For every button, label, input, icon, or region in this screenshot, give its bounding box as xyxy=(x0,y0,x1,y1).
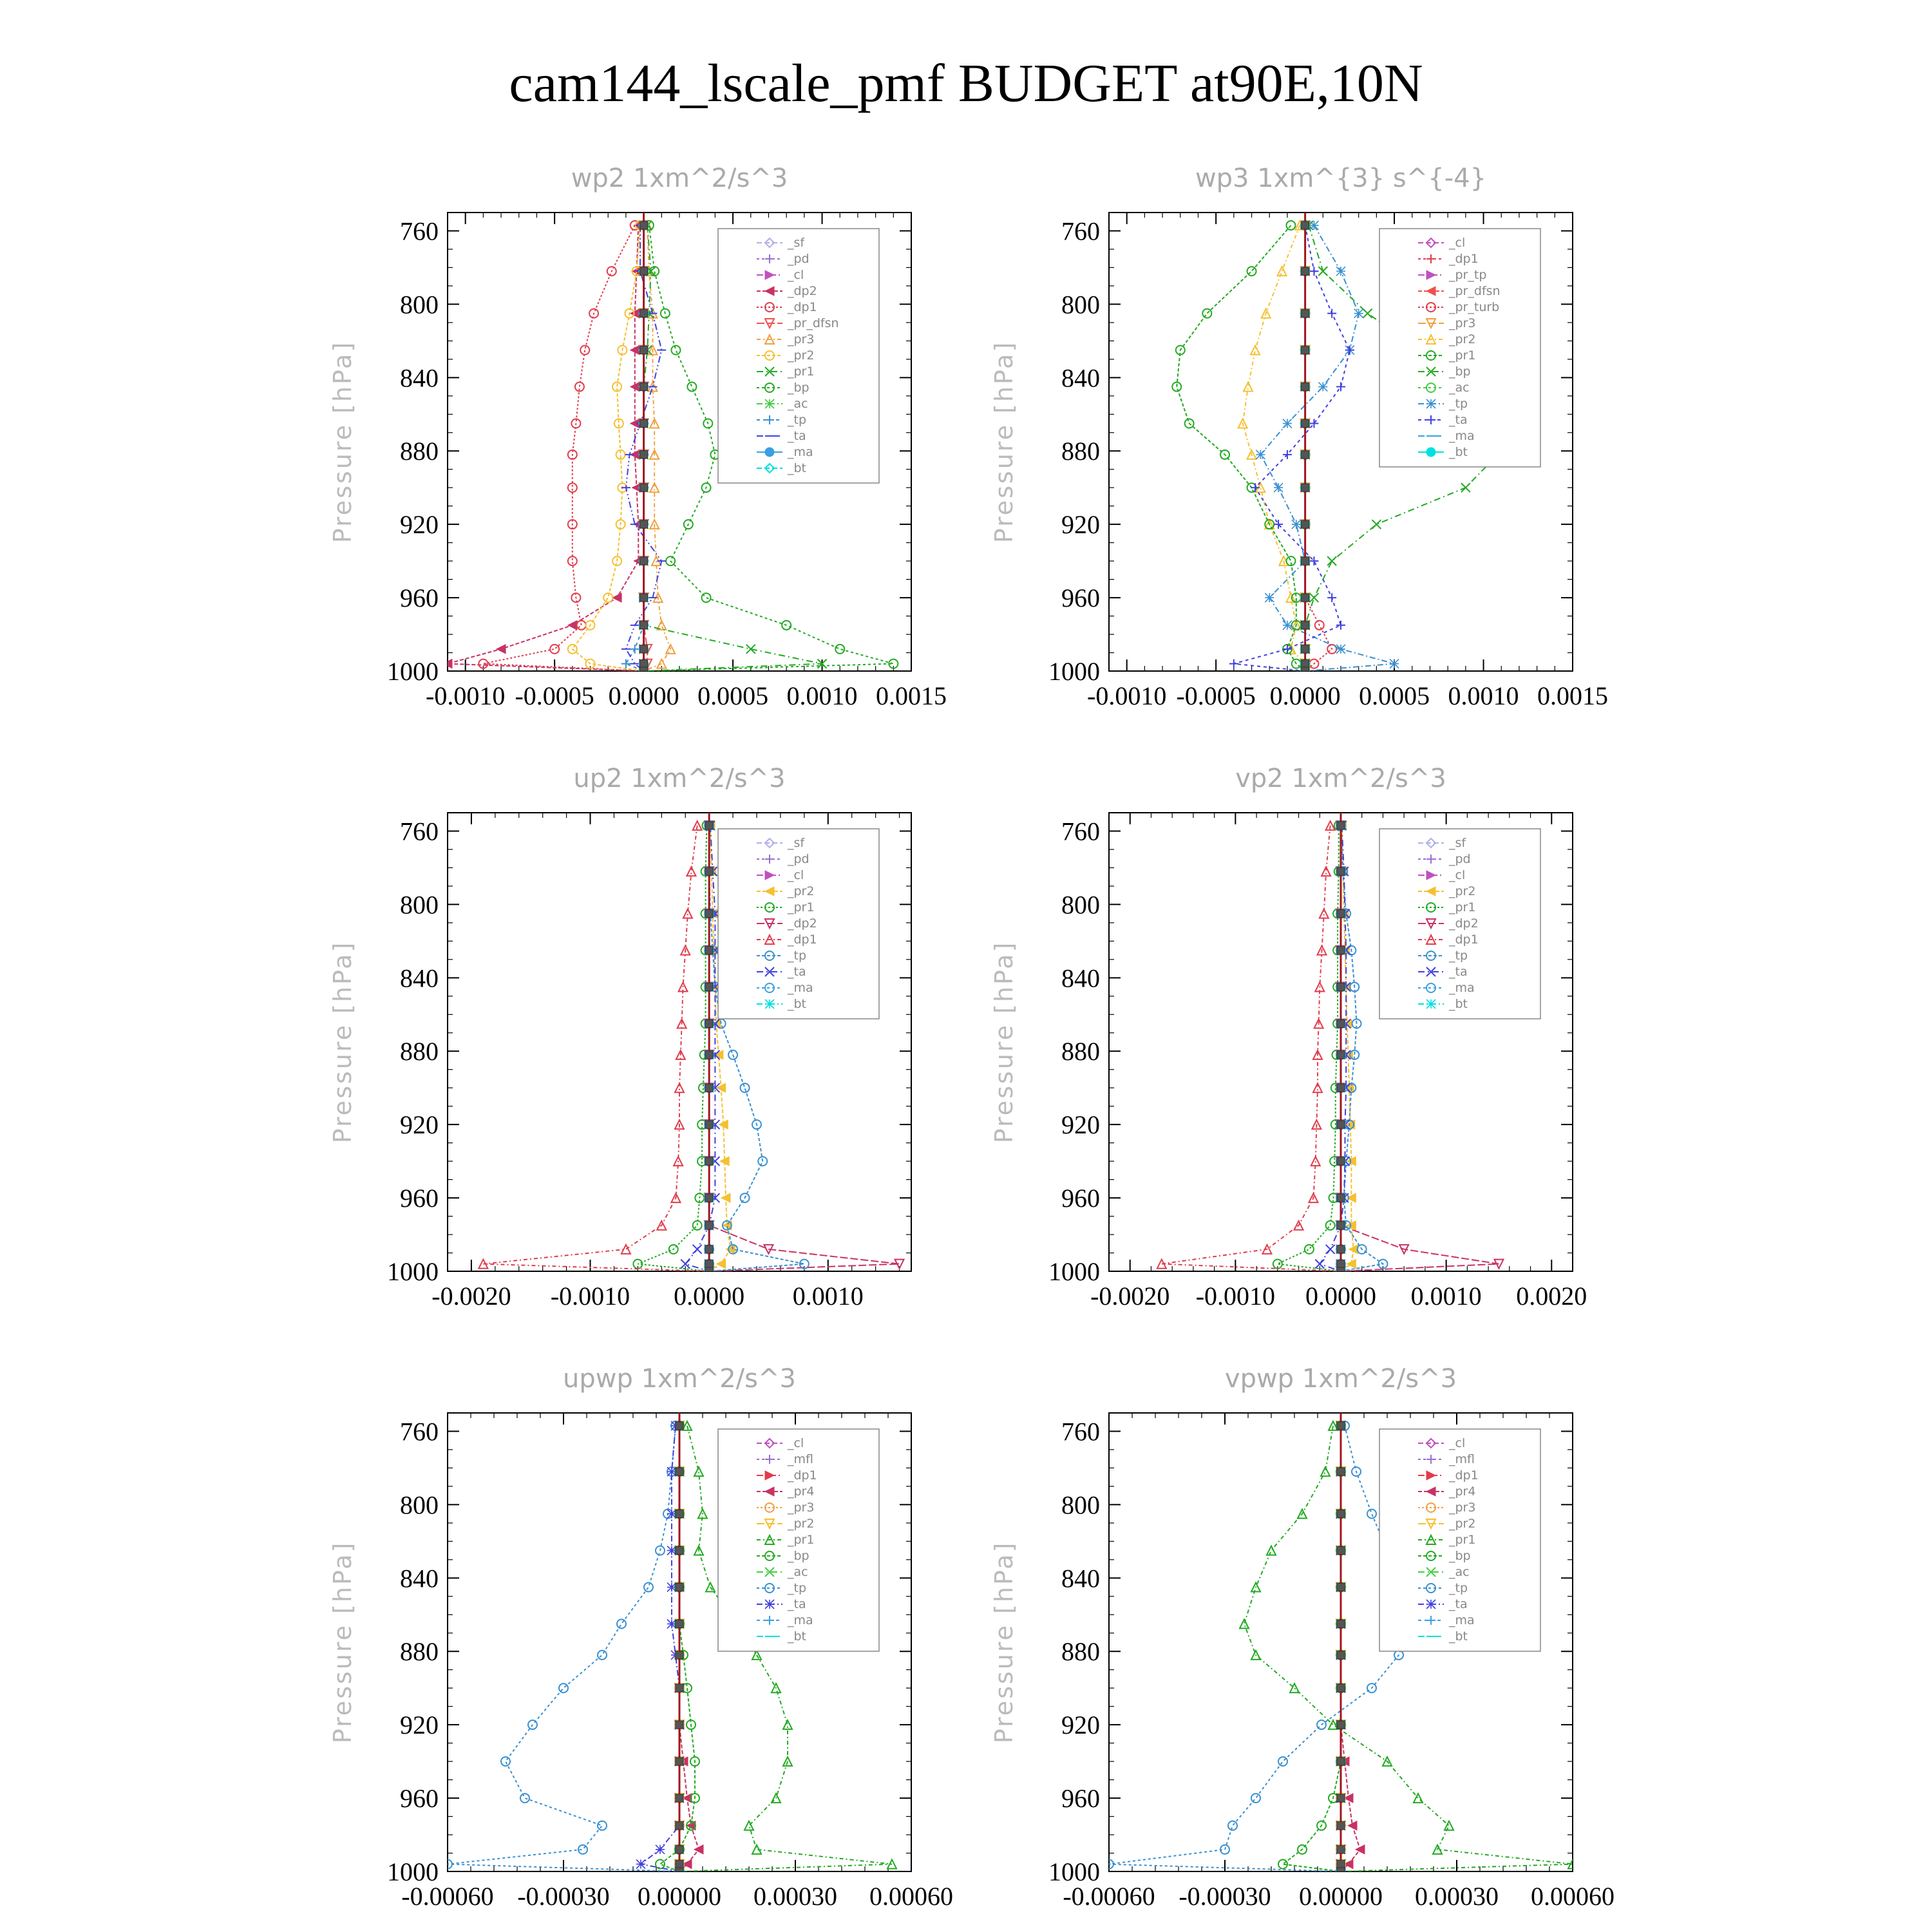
bt-marker xyxy=(676,1822,683,1830)
legend-label: _bt xyxy=(1449,997,1468,1011)
bt-marker xyxy=(676,1794,683,1802)
legend-label: _mfl xyxy=(1449,1452,1475,1466)
legend-label: _ma xyxy=(1449,981,1475,995)
legend-label: _dp1 xyxy=(788,1468,817,1482)
y-tick-label: 1000 xyxy=(387,1257,439,1286)
legend-label: _pr3 xyxy=(788,332,815,346)
bt-marker xyxy=(640,594,648,601)
x-tick-label: 0.0015 xyxy=(1537,681,1608,710)
legend-label: _pr1 xyxy=(1449,900,1476,914)
legend xyxy=(718,229,879,483)
chart-panel xyxy=(328,164,947,710)
bt-marker xyxy=(676,1684,683,1692)
legend-label: _ma xyxy=(788,445,813,459)
y-axis-label: Pressure [hPa] xyxy=(328,340,357,544)
y-tick-label: 880 xyxy=(1061,1037,1100,1066)
bt-marker xyxy=(676,1868,683,1875)
legend-label: _pr4 xyxy=(1449,1484,1476,1499)
x-tick-label: 0.00030 xyxy=(753,1882,837,1911)
y-tick-label: 760 xyxy=(400,1417,439,1446)
x-tick-label: -0.0020 xyxy=(1090,1282,1170,1311)
legend-marker xyxy=(1426,399,1435,408)
bt-marker xyxy=(1302,451,1309,459)
y-tick-label: 800 xyxy=(400,290,439,319)
bt-marker xyxy=(1337,1547,1345,1555)
y-tick-label: 840 xyxy=(400,963,439,993)
legend-label: _ma xyxy=(788,1613,813,1627)
y-tick-label: 1000 xyxy=(387,1857,439,1886)
x-tick-label: 0.0000 xyxy=(1269,681,1341,710)
bt-marker xyxy=(676,1846,683,1853)
bt-marker xyxy=(1337,1846,1345,1853)
legend-label: _pr2 xyxy=(788,884,815,898)
bt-marker xyxy=(705,1157,713,1165)
y-tick-label: 960 xyxy=(1061,1784,1100,1814)
legend-label: _bp xyxy=(788,381,810,395)
legend-label: _sf xyxy=(788,236,805,250)
y-axis-label: Pressure [hPa] xyxy=(328,940,357,1144)
legend-label: _pd xyxy=(788,852,810,866)
bt-marker xyxy=(640,310,648,317)
legend-label: _pr_tp xyxy=(1449,268,1487,282)
y-tick-label: 1000 xyxy=(387,657,439,686)
legend-label: _sf xyxy=(1449,836,1466,850)
x-tick-label: 0.0020 xyxy=(1516,1282,1587,1311)
bt-marker xyxy=(1337,1757,1345,1765)
bt-marker xyxy=(1302,520,1309,528)
legend-label: _bp xyxy=(788,1549,810,1563)
bt-marker xyxy=(1337,1684,1345,1692)
data-point xyxy=(667,1510,676,1519)
bt-marker xyxy=(1302,484,1309,491)
legend-label: _ac xyxy=(1449,1565,1470,1579)
x-tick-label: -0.0005 xyxy=(515,681,594,710)
legend-label: _ta xyxy=(788,429,806,443)
bt-marker xyxy=(640,660,648,668)
legend-label: _sf xyxy=(788,836,805,850)
bt-marker xyxy=(1337,1157,1345,1165)
bt-marker xyxy=(1337,1422,1345,1430)
bt-marker xyxy=(640,383,648,391)
y-axis-label: Pressure [hPa] xyxy=(328,1540,357,1744)
bt-marker xyxy=(1302,420,1309,428)
y-tick-label: 1000 xyxy=(1048,1257,1100,1286)
bt-marker xyxy=(1337,1222,1345,1229)
bt-marker xyxy=(1337,1584,1345,1591)
bt-marker xyxy=(1337,983,1345,991)
y-tick-label: 800 xyxy=(400,890,439,920)
legend xyxy=(718,829,879,1019)
y-tick-label: 840 xyxy=(1061,1564,1100,1593)
bt-marker xyxy=(1302,557,1309,565)
bt-marker xyxy=(676,1547,683,1555)
legend-label: _pr2 xyxy=(788,1517,815,1531)
legend-label: _tp xyxy=(788,413,807,427)
legend-label: _bt xyxy=(788,461,807,475)
bt-marker xyxy=(676,1468,683,1475)
bt-marker xyxy=(1337,1194,1345,1202)
legend-label: _dp1 xyxy=(1449,933,1479,947)
bt-marker xyxy=(705,1051,713,1059)
chart-panel xyxy=(328,764,911,1311)
x-tick-label: 0.0010 xyxy=(1410,1282,1482,1311)
y-tick-label: 800 xyxy=(1061,290,1100,319)
bt-marker xyxy=(1302,346,1309,354)
bt-marker xyxy=(1337,1868,1345,1875)
x-tick-label: -0.00030 xyxy=(1179,1882,1271,1911)
y-tick-label: 840 xyxy=(400,363,439,393)
bt-marker xyxy=(705,1121,713,1128)
data-point xyxy=(1274,483,1283,492)
bt-marker xyxy=(640,222,648,229)
bt-marker xyxy=(640,484,648,491)
bt-marker xyxy=(640,420,648,428)
legend-label: _pr1 xyxy=(788,1533,815,1547)
x-tick-label: 0.00030 xyxy=(1415,1882,1499,1911)
legend-label: _mfl xyxy=(788,1452,813,1466)
y-tick-label: 880 xyxy=(1061,1637,1100,1667)
data-point xyxy=(1390,659,1399,668)
legend-label: _ma xyxy=(788,981,813,995)
y-tick-label: 920 xyxy=(400,1710,439,1740)
data-point xyxy=(667,1546,676,1555)
y-tick-label: 760 xyxy=(1061,817,1100,846)
x-tick-label: 0.00060 xyxy=(1531,1882,1615,1911)
legend-label: _pr2 xyxy=(1449,884,1476,898)
panel-title: wp3 1xm^{3} s^{-4} xyxy=(1195,164,1487,193)
y-tick-label: 840 xyxy=(1061,963,1100,993)
x-tick-label: -0.00060 xyxy=(1063,1882,1155,1911)
x-tick-label: 0.00000 xyxy=(638,1882,721,1911)
bt-marker xyxy=(1337,822,1345,829)
bt-marker xyxy=(1302,267,1309,275)
legend-label: _bp xyxy=(1449,365,1471,379)
chart-panel xyxy=(990,764,1587,1311)
bt-marker xyxy=(1302,310,1309,317)
bt-marker xyxy=(1337,1861,1345,1868)
legend-label: _pd xyxy=(1449,852,1471,866)
legend-label: _ac xyxy=(788,397,808,411)
bt-marker xyxy=(705,1260,713,1268)
x-tick-label: 0.00000 xyxy=(1299,1882,1383,1911)
y-tick-label: 840 xyxy=(400,1564,439,1593)
panel-title: vpwp 1xm^2/s^3 xyxy=(1224,1364,1457,1394)
legend-label: _dp1 xyxy=(788,300,817,314)
legend-label: _cl xyxy=(788,1436,804,1450)
data-point xyxy=(1265,593,1274,602)
bt-marker xyxy=(1337,1245,1345,1253)
y-tick-label: 760 xyxy=(1061,1417,1100,1446)
legend-label: _tp xyxy=(788,1581,807,1595)
bt-marker xyxy=(640,621,648,629)
legend-label: _ma xyxy=(1449,1613,1475,1627)
data-point xyxy=(1256,450,1265,459)
legend-label: _ma xyxy=(1449,429,1475,443)
bt-marker xyxy=(1337,1721,1345,1728)
x-tick-label: 0.0005 xyxy=(697,681,769,710)
bt-marker xyxy=(705,1222,713,1229)
y-tick-label: 760 xyxy=(400,817,439,846)
x-tick-label: 0.0000 xyxy=(608,681,679,710)
legend-label: _pr4 xyxy=(788,1484,815,1499)
bt-marker xyxy=(1337,867,1345,875)
x-tick-label: 0.0010 xyxy=(786,681,858,710)
bt-marker xyxy=(676,1861,683,1868)
x-tick-label: -0.00060 xyxy=(401,1882,494,1911)
bt-marker xyxy=(1302,383,1309,391)
bt-marker xyxy=(1337,1267,1345,1275)
legend-label: _pd xyxy=(788,252,810,266)
data-point xyxy=(1292,520,1301,529)
bt-marker xyxy=(640,451,648,459)
legend-label: _cl xyxy=(1449,1436,1466,1450)
bt-marker xyxy=(1302,594,1309,601)
legend-label: _cl xyxy=(1449,868,1466,882)
bt-marker xyxy=(676,1510,683,1518)
legend-label: _dp2 xyxy=(788,284,817,298)
bt-marker xyxy=(1337,1260,1345,1268)
bt-marker xyxy=(640,557,648,565)
y-axis-label: Pressure [hPa] xyxy=(990,1540,1018,1744)
bt-marker xyxy=(1302,621,1309,629)
bt-marker xyxy=(640,645,648,653)
bt-marker xyxy=(705,1245,713,1253)
legend-marker xyxy=(1426,999,1435,1009)
data-point xyxy=(1336,267,1345,276)
legend-label: _pr_dfsn xyxy=(1449,284,1501,298)
data-point xyxy=(667,1583,676,1592)
y-tick-label: 960 xyxy=(1061,583,1100,613)
x-tick-label: -0.0010 xyxy=(1195,1282,1276,1311)
legend-label: _pr1 xyxy=(788,365,815,379)
bt-marker xyxy=(705,947,713,954)
x-tick-label: 0.0010 xyxy=(1448,681,1519,710)
y-tick-label: 960 xyxy=(400,583,439,613)
legend xyxy=(1379,1429,1540,1651)
y-tick-label: 760 xyxy=(1061,216,1100,246)
bt-marker xyxy=(676,1757,683,1765)
legend-label: _tp xyxy=(788,949,807,963)
y-tick-label: 920 xyxy=(400,510,439,540)
bt-marker xyxy=(1337,910,1345,918)
legend-label: _dp1 xyxy=(788,933,817,947)
legend-label: _pr1 xyxy=(1449,1533,1476,1547)
bt-marker xyxy=(1337,1794,1345,1802)
legend-label: _tp xyxy=(1449,1581,1468,1595)
y-tick-label: 800 xyxy=(1061,1490,1100,1520)
y-tick-label: 840 xyxy=(1061,363,1100,393)
legend-label: _dp1 xyxy=(1449,252,1479,266)
legend-marker xyxy=(765,999,774,1009)
data-point xyxy=(1336,645,1345,654)
y-tick-label: 800 xyxy=(1061,890,1100,920)
x-tick-label: 0.0000 xyxy=(674,1282,745,1311)
bt-marker xyxy=(705,867,713,875)
x-tick-label: -0.0005 xyxy=(1176,681,1256,710)
legend-label: _pr2 xyxy=(788,348,815,363)
legend xyxy=(1379,829,1540,1019)
legend-label: _dp2 xyxy=(788,916,817,931)
panel-title: upwp 1xm^2/s^3 xyxy=(563,1364,796,1394)
legend-label: _pr1 xyxy=(788,900,815,914)
legend-label: _ac xyxy=(788,1565,808,1579)
data-point xyxy=(1318,383,1327,392)
legend-label: _bp xyxy=(1449,1549,1471,1563)
y-tick-label: 880 xyxy=(1061,437,1100,466)
legend-label: _pr3 xyxy=(788,1501,815,1515)
legend-label: _dp2 xyxy=(1449,916,1479,931)
chart-panel xyxy=(990,1364,1615,1911)
bt-marker xyxy=(676,1620,683,1628)
x-tick-label: 0.0010 xyxy=(792,1282,864,1311)
legend-label: _cl xyxy=(788,868,804,882)
bt-marker xyxy=(705,983,713,991)
legend-label: _ta xyxy=(1449,965,1468,979)
y-tick-label: 1000 xyxy=(1048,1857,1100,1886)
bt-marker xyxy=(676,1651,683,1659)
legend-marker xyxy=(765,399,774,408)
bt-marker xyxy=(1337,1051,1345,1059)
y-tick-label: 1000 xyxy=(1048,657,1100,686)
data-point xyxy=(1283,621,1292,630)
legend-label: _bt xyxy=(788,997,807,1011)
bt-marker xyxy=(1337,1651,1345,1659)
bt-marker xyxy=(640,667,648,675)
bt-marker xyxy=(1337,1121,1345,1128)
y-axis-label: Pressure [hPa] xyxy=(990,340,1018,544)
bt-marker xyxy=(705,1084,713,1092)
legend-label: _ta xyxy=(1449,413,1468,427)
legend-label: _dp1 xyxy=(1449,1468,1479,1482)
legend-label: _pr2 xyxy=(1449,1517,1476,1531)
y-tick-label: 880 xyxy=(400,437,439,466)
bt-marker xyxy=(705,1020,713,1028)
x-tick-label: 0.00060 xyxy=(869,1882,953,1911)
y-tick-label: 760 xyxy=(400,216,439,246)
x-tick-label: 0.0000 xyxy=(1305,1282,1376,1311)
legend-marker xyxy=(1426,1600,1435,1609)
chart-panel xyxy=(328,1364,953,1911)
data-point xyxy=(667,1620,676,1629)
data-point xyxy=(1283,419,1292,428)
legend xyxy=(718,1429,879,1651)
legend-label: _cl xyxy=(1449,236,1466,250)
legend xyxy=(1379,229,1540,467)
legend-label: _cl xyxy=(788,268,804,282)
y-tick-label: 960 xyxy=(400,1184,439,1213)
figure-title: cam144_lscale_pmf BUDGET at90E,10N xyxy=(509,53,1423,113)
data-point xyxy=(636,1860,645,1869)
legend-label: _pr_dfsn xyxy=(788,316,839,330)
y-tick-label: 880 xyxy=(400,1037,439,1066)
x-tick-label: 0.0015 xyxy=(876,681,947,710)
x-tick-label: -0.0020 xyxy=(431,1282,511,1311)
legend-label: _tp xyxy=(1449,949,1468,963)
panel-title: up2 1xm^2/s^3 xyxy=(573,764,786,793)
bt-marker xyxy=(1337,1084,1345,1092)
legend-label: _ta xyxy=(788,965,806,979)
y-tick-label: 920 xyxy=(1061,1710,1100,1740)
y-tick-label: 920 xyxy=(400,1110,439,1140)
bt-marker xyxy=(1337,1620,1345,1628)
bt-marker xyxy=(705,822,713,829)
x-tick-label: -0.0010 xyxy=(1087,681,1167,710)
legend-marker xyxy=(1426,448,1435,457)
data-point xyxy=(1309,221,1318,230)
legend-label: _bt xyxy=(788,1629,807,1643)
bt-marker xyxy=(1302,222,1309,229)
bt-marker xyxy=(640,520,648,528)
bt-marker xyxy=(705,1267,713,1275)
panel-title: vp2 1xm^2/s^3 xyxy=(1235,764,1446,793)
bt-marker xyxy=(705,910,713,918)
y-tick-label: 920 xyxy=(1061,1110,1100,1140)
y-tick-label: 880 xyxy=(400,1637,439,1667)
x-tick-label: -0.0010 xyxy=(550,1282,630,1311)
legend-marker xyxy=(765,448,774,457)
chart-panel xyxy=(990,164,1608,710)
legend-label: _pr3 xyxy=(1449,1501,1476,1515)
legend-label: _bt xyxy=(1449,445,1468,459)
legend-label: _ta xyxy=(1449,1597,1468,1611)
bt-marker xyxy=(1337,1510,1345,1518)
legend-label: _tp xyxy=(1449,397,1468,411)
x-tick-label: -0.0010 xyxy=(426,681,506,710)
y-tick-label: 960 xyxy=(400,1784,439,1814)
bt-marker xyxy=(1337,1468,1345,1475)
data-point xyxy=(1354,309,1363,318)
panel-title: wp2 1xm^2/s^3 xyxy=(571,164,788,193)
legend-label: _pr2 xyxy=(1449,332,1476,346)
bt-marker xyxy=(705,1194,713,1202)
y-axis-label: Pressure [hPa] xyxy=(990,940,1018,1144)
bt-marker xyxy=(640,346,648,354)
y-tick-label: 920 xyxy=(1061,510,1100,540)
legend-label: _pr1 xyxy=(1449,348,1476,363)
data-point xyxy=(656,1845,665,1854)
bt-marker xyxy=(640,267,648,275)
y-tick-label: 960 xyxy=(1061,1184,1100,1213)
legend-label: _ac xyxy=(1449,381,1470,395)
legend-label: _pr_turb xyxy=(1449,300,1500,314)
bt-marker xyxy=(1337,1822,1345,1830)
data-point xyxy=(667,1467,676,1476)
legend-label: _bt xyxy=(1449,1629,1468,1643)
x-tick-label: -0.00030 xyxy=(517,1882,610,1911)
legend-label: _ta xyxy=(788,1597,806,1611)
bt-marker xyxy=(1337,947,1345,954)
bt-marker xyxy=(676,1422,683,1430)
bt-marker xyxy=(1302,660,1309,668)
bt-marker xyxy=(1337,1020,1345,1028)
x-tick-label: 0.0005 xyxy=(1359,681,1430,710)
bt-marker xyxy=(676,1721,683,1728)
legend-marker xyxy=(765,1600,774,1609)
bt-marker xyxy=(1302,645,1309,653)
legend-label: _pr3 xyxy=(1449,316,1476,330)
bt-marker xyxy=(1302,667,1309,675)
y-tick-label: 800 xyxy=(400,1490,439,1520)
bt-marker xyxy=(676,1584,683,1591)
